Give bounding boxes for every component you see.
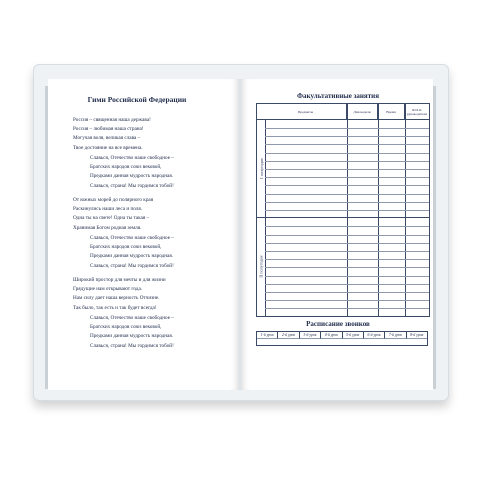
bell-lesson-8: 8-й урок bbox=[407, 332, 427, 339]
table-row-rule bbox=[265, 251, 429, 252]
col-header-teacher: Ф.И.О. руководителя bbox=[406, 107, 428, 116]
anthem-line: Славься, страна! Мы гордимся тобой! bbox=[90, 182, 174, 189]
notebook-spine bbox=[238, 79, 242, 390]
anthem-line: Грядущие нам открывают года. bbox=[73, 286, 143, 293]
anthem-line: Братских народов союз вековой, bbox=[90, 244, 162, 251]
anthem-line: Хранимая Богом родная земля. bbox=[73, 224, 142, 231]
bell-lesson-6: 6-й урок bbox=[364, 332, 385, 339]
table-row-rule bbox=[265, 259, 429, 260]
table-row-rule bbox=[265, 169, 429, 170]
anthem-chorus bbox=[90, 314, 174, 351]
bell-lesson-3: 3-й урок bbox=[300, 332, 321, 339]
anthem-line: Славься, Отечество наше свободное – bbox=[90, 315, 174, 321]
anthem-line: Братских народов союз вековой, bbox=[90, 164, 162, 171]
anthem-line: Широкий простор для мечты и для жизни bbox=[73, 277, 166, 283]
semester-1-label: I полугодие bbox=[258, 157, 264, 179]
anthem-line: Славься, страна! Мы гордимся тобой! bbox=[90, 262, 174, 269]
anthem-line: Славься, Отечество наше свободное – bbox=[90, 235, 174, 241]
anthem-line: Твое достояние на все времена. bbox=[73, 144, 143, 151]
table-row-rule bbox=[265, 153, 429, 154]
table-row-rule bbox=[265, 243, 429, 244]
col-header-time: Время bbox=[378, 104, 405, 119]
table-row-rule bbox=[265, 202, 429, 203]
anthem-line: Россия – священная наша держава! bbox=[73, 117, 151, 123]
table-row-rule bbox=[265, 300, 429, 301]
anthem-line: Так было, так есть и так будет всегда! bbox=[73, 304, 157, 311]
bells-table bbox=[256, 331, 428, 346]
anthem-line: Славься, Отечество наше свободное – bbox=[90, 155, 174, 161]
col-header-subjects: Предметы bbox=[265, 104, 347, 119]
table-row-rule bbox=[265, 284, 429, 285]
table-row-rule bbox=[265, 194, 429, 195]
anthem-chorus bbox=[90, 154, 174, 191]
anthem-line: Братских народов союз вековой, bbox=[90, 324, 162, 331]
table-row-rule bbox=[265, 161, 429, 162]
electives-title: Факультативные занятия bbox=[297, 92, 379, 100]
anthem-line: Нам силу дает наша верность Отчизне. bbox=[73, 295, 160, 302]
table-row-rule bbox=[265, 226, 429, 227]
anthem-verse bbox=[73, 276, 166, 313]
anthem-line: Предками данная мудрость народная. bbox=[90, 173, 174, 180]
table-row-rule bbox=[265, 235, 429, 236]
table-row-rule bbox=[265, 136, 429, 137]
bell-lesson-4: 4-й урок bbox=[321, 332, 342, 339]
anthem-line: Могучая воля, великая слава – bbox=[73, 135, 141, 142]
anthem-verse bbox=[73, 116, 151, 153]
anthem-line: От южных морей до полярного края bbox=[73, 197, 154, 203]
semester-2-label: II полугодие bbox=[258, 255, 264, 278]
table-row-rule bbox=[265, 128, 429, 129]
anthem-line: Раскинулись наши леса и поля. bbox=[73, 206, 143, 213]
semester-divider bbox=[257, 217, 429, 218]
bell-lesson-1: 1-й урок bbox=[257, 332, 278, 339]
bell-lesson-7: 7-й урок bbox=[385, 332, 406, 339]
bell-lesson-5: 5-й урок bbox=[343, 332, 364, 339]
anthem-chorus bbox=[90, 234, 174, 271]
electives-table bbox=[256, 103, 430, 317]
anthem-line: Славься, страна! Мы гордимся тобой! bbox=[90, 342, 174, 349]
table-row-rule bbox=[265, 276, 429, 277]
table-row-rule bbox=[265, 185, 429, 186]
table-row-rule bbox=[265, 267, 429, 268]
anthem-verse bbox=[73, 196, 153, 233]
anthem-line: Россия – любимая наша страна! bbox=[73, 126, 144, 133]
table-row-rule bbox=[265, 144, 429, 145]
table-row-rule bbox=[265, 177, 429, 178]
anthem-title: Гимн Российской Федерации bbox=[87, 95, 187, 104]
table-header-rule bbox=[257, 119, 429, 120]
table-row-rule bbox=[265, 210, 429, 211]
anthem-line: Предками данная мудрость народная. bbox=[90, 253, 174, 260]
bells-title: Расписание звонков bbox=[306, 320, 370, 328]
right-page-edge bbox=[433, 86, 436, 389]
anthem-line: Предками данная мудрость народная. bbox=[90, 333, 174, 340]
table-row-rule bbox=[265, 292, 429, 293]
anthem-line: Одна ты на свете! Одна ты такая – bbox=[73, 215, 150, 222]
bell-lesson-2: 2-й урок bbox=[278, 332, 299, 339]
col-header-weekdays: Дни недели bbox=[347, 104, 378, 119]
table-row-rule bbox=[265, 308, 429, 309]
